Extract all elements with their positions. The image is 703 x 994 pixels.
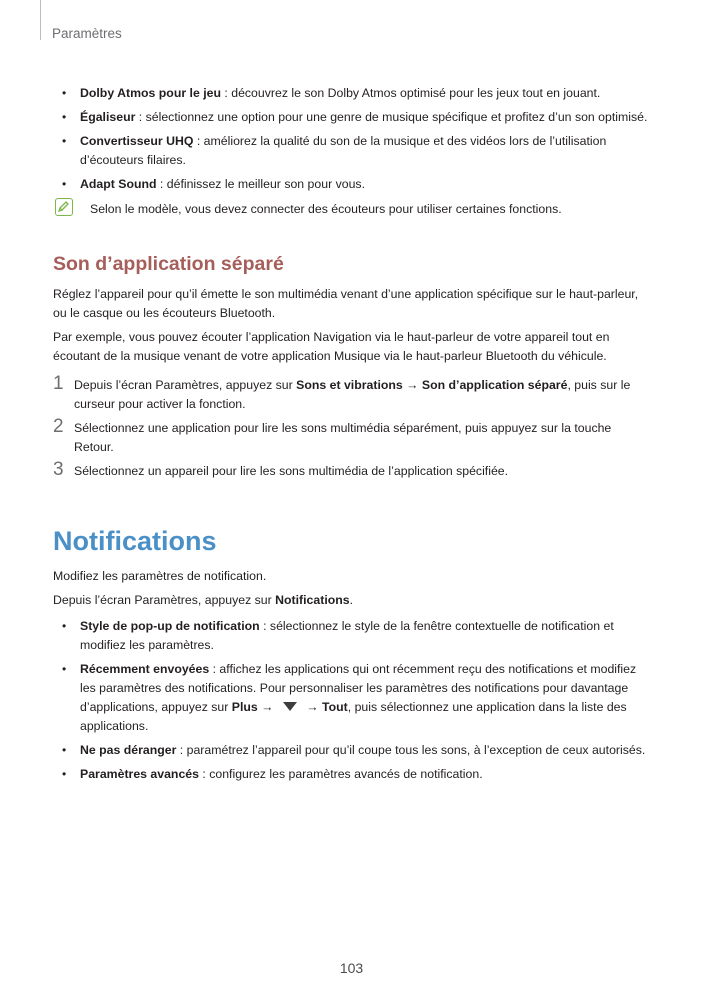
list-item (53, 617, 653, 655)
section-heading: Son d’application séparé (53, 253, 284, 275)
list-item (53, 660, 653, 736)
notifications-options-list (53, 617, 653, 784)
note-pencil-icon (55, 198, 73, 216)
bullet-icon: • (62, 134, 67, 148)
step-item (53, 416, 653, 457)
bullet-icon: • (62, 767, 67, 781)
notifications-options-container (53, 617, 653, 789)
step-number: 1 (53, 373, 64, 394)
bullet-icon: • (62, 110, 67, 124)
menu-path-son-application-separe: Son d’application séparé (421, 378, 568, 392)
option-description: : affichez les applications qui ont récemment reçu des notifications et modifiez les paramètres des notifications. Pour personnaliser les paramètres des notifications pour davantage d’applications, appuyez sur (80, 662, 637, 714)
separate-app-sound-body (53, 285, 653, 371)
page-edge-rule (40, 0, 41, 40)
paragraph: Modifiez les paramètres de notification. (53, 569, 267, 583)
menu-path-notifications: Notifications (275, 593, 350, 607)
option-term: Égaliseur (80, 110, 136, 124)
list-item (53, 175, 653, 194)
option-description: : sélectionnez une option pour une genre de musique spécifique et profitez d’un son optimisé. (135, 110, 648, 124)
section-header: Paramètres (52, 26, 122, 41)
path-text: Depuis l’écran Paramètres, appuyez sur (53, 593, 276, 607)
note-text: Selon le modèle, vous devez connecter des écouteurs pour utiliser certaines fonctions. (90, 202, 562, 216)
separate-app-sound-section (53, 252, 653, 276)
step-text: Sélectionnez une application pour lire les sons multimédia séparément, puis appuyez sur la touche Retour. (74, 421, 612, 454)
paragraph: Réglez l’appareil pour qu’il émette le son multimédia venant d’une application spécifique sur le haut-parleur, ou le casque ou les écouteurs Bluetooth. (53, 287, 639, 320)
notifications-section (53, 525, 653, 557)
paragraph: Par exemple, vous pouvez écouter l’application Navigation via le haut-parleur de votre appareil tout en écoutant de la musique venant de votre application Musique via le haut-parleur Bluetooth du véhicule. (53, 330, 610, 363)
step-text: , puis sur le curseur pour activer la fonction. (74, 378, 631, 411)
steps-list (53, 373, 653, 481)
note-block (53, 200, 653, 219)
menu-path-tout: Tout (322, 700, 348, 714)
option-term: Récemment envoyées (80, 662, 210, 676)
step-number: 2 (53, 416, 64, 437)
bullet-icon: • (62, 86, 67, 100)
option-term: Paramètres avancés (80, 767, 199, 781)
step-number: 3 (53, 459, 64, 480)
notifications-intro (53, 567, 653, 615)
option-description: : définissez le meilleur son pour vous. (156, 177, 365, 191)
bullet-icon: • (62, 619, 67, 633)
option-description: : configurez les paramètres avancés de notification. (198, 767, 483, 781)
arrow-text: → (402, 378, 422, 392)
audio-options-list-container (53, 84, 653, 199)
page-number: 103 (339, 960, 364, 976)
path-text: . (349, 593, 354, 607)
arrow-text: → (257, 700, 277, 714)
option-term: Ne pas déranger (80, 743, 177, 757)
audio-options-list (53, 84, 653, 194)
option-description: : améliorez la qualité du son de la musique et des vidéos lors de l’utilisation d’écouteurs filaires. (80, 134, 607, 167)
note-row (53, 200, 653, 219)
option-description: : découvrez le son Dolby Atmos optimisé pour les jeux tout en jouant. (220, 86, 601, 100)
dropdown-triangle-icon (283, 702, 297, 711)
bullet-icon: • (62, 743, 67, 757)
bullet-icon: • (62, 177, 67, 191)
list-item (53, 132, 653, 170)
page-title: Notifications (53, 526, 217, 556)
arrow-text: → (302, 700, 323, 714)
option-description: , puis sélectionnez une application dans la liste des applications. (80, 700, 627, 733)
option-description: : sélectionnez le style de la fenêtre contextuelle de notification et modifiez les paramètres. (80, 619, 614, 652)
step-text: Sélectionnez un appareil pour lire les sons multimédia de l’application spécifiée. (74, 464, 509, 478)
paragraph (53, 591, 653, 610)
option-term: Convertisseur UHQ (80, 134, 194, 148)
option-description: : paramétrez l’appareil pour qu’il coupe tous les sons, à l’exception de ceux autorisés. (176, 743, 646, 757)
bullet-icon: • (62, 662, 67, 676)
option-term: Adapt Sound (80, 177, 157, 191)
menu-path-plus: Plus (231, 700, 258, 714)
steps-container (53, 373, 653, 486)
list-item (53, 741, 653, 760)
option-term: Style de pop-up de notification (80, 619, 260, 633)
list-item (53, 84, 653, 103)
option-term: Dolby Atmos pour le jeu (80, 86, 221, 100)
step-item (53, 459, 653, 481)
list-item (53, 765, 653, 784)
step-text: Depuis l’écran Paramètres, appuyez sur (74, 378, 297, 392)
menu-path-sons-et-vibrations: Sons et vibrations (296, 378, 403, 392)
step-item (53, 373, 653, 414)
list-item (53, 108, 653, 127)
